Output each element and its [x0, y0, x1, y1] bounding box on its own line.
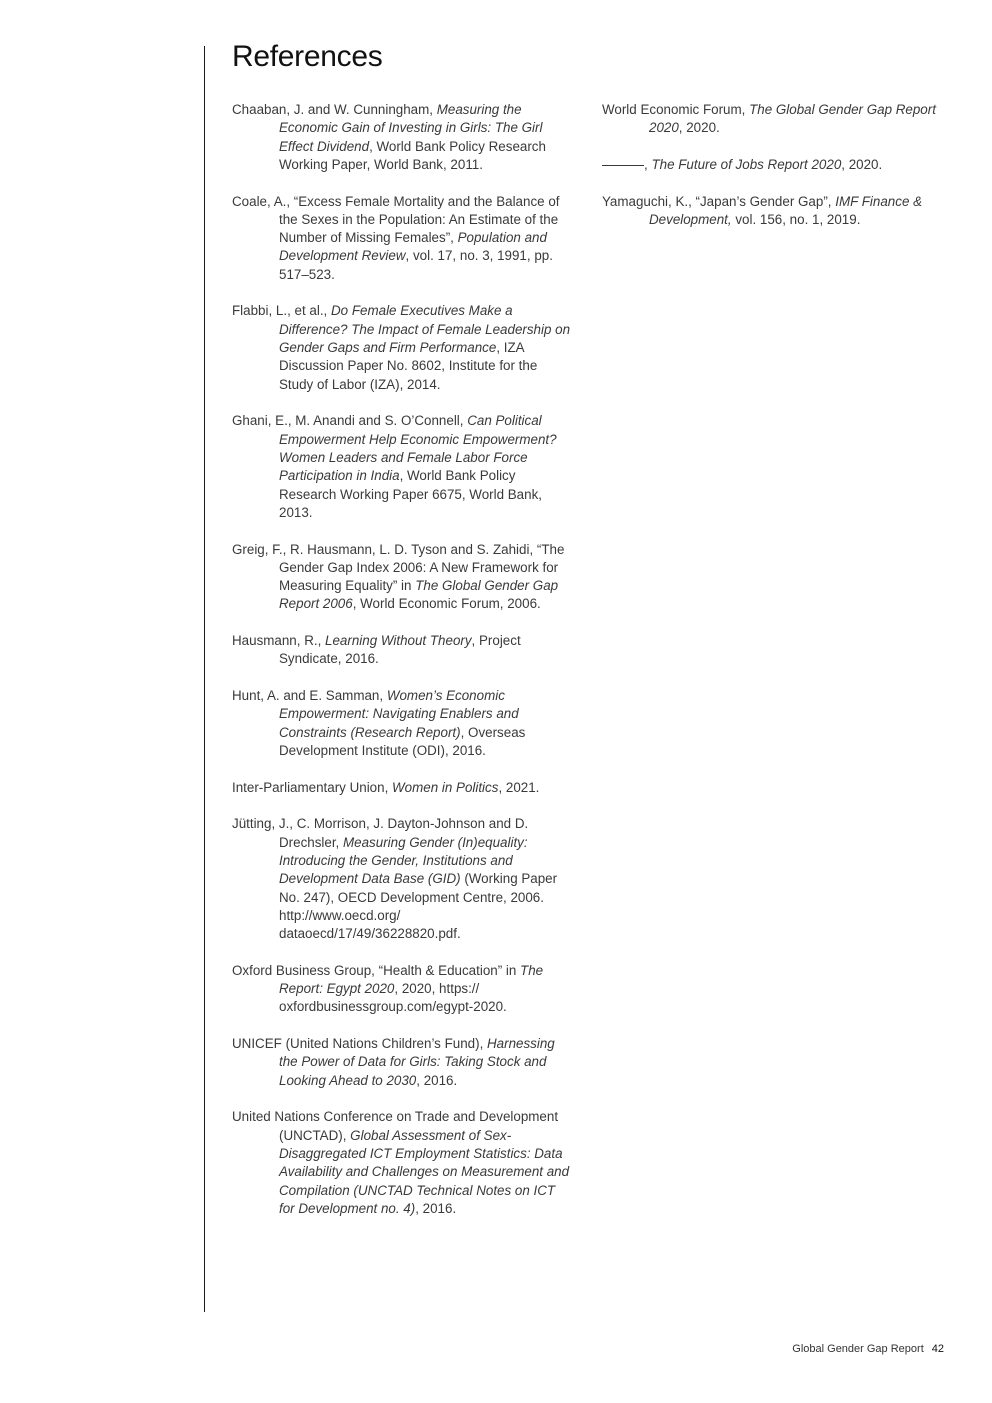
page-footer [700, 1343, 944, 1355]
reference-text: (Working Paper No. 247), OECD Development Centre, 2006. http://www.oecd.org/ dataoecd/17/49/36228820.pdf. [279, 871, 558, 942]
reference-entry [232, 193, 572, 284]
reference-title: Measuring Gender (In)equality: Introducing the Gender, Institutions and Development Data Base (GID) [279, 834, 528, 887]
reference-text: , 2020. [678, 120, 720, 136]
reference-entry [602, 193, 947, 230]
reference-text: United Nations Conference on Trade and Development (UNCTAD), [232, 1109, 559, 1143]
reference-text: Jütting, J., C. Morrison, J. Dayton-Johnson and D. Drechsler, [232, 816, 529, 850]
reference-title: Learning Without Theory [325, 633, 472, 649]
reference-title: Harnessing the Power of Data for Girls: Taking Stock and Looking Ahead to 2030 [279, 1036, 555, 1088]
reference-text: Coale, A., “Excess Female Mortality and the Balance of the Sexes in the Population: An Estimate of the Number of Missing Females”, [232, 193, 560, 246]
reference-text: Yamaguchi, K., “Japan’s Gender Gap”, [602, 193, 836, 209]
reference-text: Chaaban, J. and W. Cunningham, [232, 102, 437, 117]
reference-title: IMF Finance & Development, [649, 193, 923, 227]
reference-entry [232, 1108, 572, 1218]
reference-title: Measuring the Economic Gain of Investing in Girls: The Girl Effect Dividend [279, 102, 543, 154]
references-left-column [232, 101, 572, 1237]
reference-title: Women in Politics [392, 779, 499, 795]
page-title: References [232, 40, 383, 73]
reference-entry [232, 779, 572, 797]
reference-entry [232, 1035, 572, 1090]
reference-text: , 2016. [415, 1200, 457, 1216]
reference-entry [232, 541, 572, 614]
vertical-rule [204, 46, 205, 1312]
reference-title: Can Political Empowerment Help Economic Empowerment? Women Leaders and Female Labor Force Participation in India [279, 413, 557, 484]
reference-entry [602, 101, 947, 138]
reference-entry [232, 412, 572, 522]
reference-text: , vol. 17, no. 3, 1991, pp. 517–523. [279, 248, 553, 282]
reference-title: The Global Gender Gap Report 2006 [279, 578, 559, 612]
reference-text: World Economic Forum, [602, 102, 750, 117]
reference-text: Hunt, A. and E. Samman, [232, 688, 387, 704]
reference-text: , [644, 156, 652, 172]
reference-title: Population and Development Review [279, 230, 547, 264]
reference-text: Oxford Business Group, “Health & Education” in [232, 962, 521, 978]
reference-text: Inter-Parliamentary Union, [232, 779, 393, 795]
reference-text: , Project Syndicate, 2016. [279, 633, 521, 667]
reference-entry [232, 302, 572, 393]
reference-text: , World Economic Forum, 2006. [352, 596, 541, 612]
reference-text: , IZA Discussion Paper No. 8602, Institute for the Study of Labor (IZA), 2014. [279, 340, 538, 392]
reference-text: , Overseas Development Institute (ODI), 2016. [279, 724, 526, 758]
reference-text: Flabbi, L., et al., [232, 303, 331, 319]
footer-report-name: Global Gender Gap Report [792, 1343, 924, 1355]
reference-text: , World Bank Policy Research Working Paper, World Bank, 2011. [279, 138, 546, 172]
repeat-author-dash [602, 165, 644, 166]
reference-title: The Report: Egypt 2020 [279, 962, 544, 997]
reference-title: Do Female Executives Make a Difference? The Impact of Female Leadership on Gender Gaps and Firm Performance [279, 303, 571, 356]
reference-entry [232, 632, 572, 669]
reference-text: , 2020, https:// oxfordbusinessgroup.com/egypt-2020. [279, 981, 507, 1015]
reference-text: UNICEF (United Nations Children’s Fund), [232, 1036, 488, 1052]
reference-entry [602, 156, 947, 174]
reference-entry [232, 815, 572, 943]
reference-text: Greig, F., R. Hausmann, L. D. Tyson and S. Zahidi, “The Gender Gap Index 2006: A New Framework for Measuring Equality” in [232, 541, 565, 594]
reference-title: The Global Gender Gap Report 2020 [649, 102, 936, 136]
reference-text: Ghani, E., M. Anandi and S. O’Connell, [232, 413, 468, 429]
reference-text: , World Bank Policy Research Working Paper 6675, World Bank, 2013. [279, 468, 542, 520]
reference-title: The Future of Jobs Report 2020 [651, 156, 842, 172]
reference-text: Hausmann, R., [232, 633, 326, 649]
reference-entry [232, 962, 572, 1017]
reference-text: , 2016. [416, 1072, 458, 1088]
reference-title: Women’s Economic Empowerment: Navigating Enablers and Constraints (Research Report) [279, 688, 519, 740]
reference-text: vol. 156, no. 1, 2019. [731, 211, 861, 227]
reference-entry [232, 101, 572, 174]
reference-text: , 2021. [498, 779, 540, 795]
reference-title: Global Assessment of Sex-Disaggregated ICT Employment Statistics: Data Availability and Challenges on Measurement and Compilation (UNCTAD Technical Notes on ICT for Development no. 4) [279, 1127, 570, 1216]
reference-text: , 2020. [841, 156, 883, 172]
page-number: 42 [931, 1343, 944, 1355]
references-right-column [602, 101, 947, 248]
reference-entry [232, 687, 572, 760]
